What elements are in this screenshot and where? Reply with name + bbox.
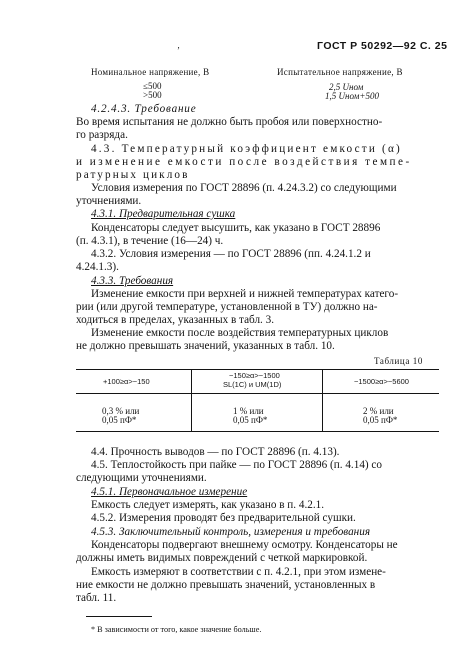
tick-mark: ‚: [177, 40, 180, 50]
section-4-3-heading-line2: и изменение емкости после воздействия темпе-: [76, 156, 412, 168]
section-4-3-line5: уточнениями.: [76, 195, 142, 207]
section-4-3-3-line1: Изменение емкости при верхней и нижней температурах катего-: [91, 288, 399, 300]
section-4-3-3-line3: ходиться в пределах, указанных в табл. 3.: [76, 314, 275, 326]
section-4-5-3-line3: Емкость измеряют в соответствии с п. 4.2.1, при этом измене-: [91, 566, 386, 578]
section-4-3-3-line5: не должно превышать значений, указанных в табл. 10.: [76, 340, 335, 352]
section-4-5-1-line1: Емкость следует измерять, как указано в п. 4.2.1.: [91, 499, 325, 511]
table-header-rule: [76, 393, 439, 394]
voltage-col-nominal: Номинальное напряжение, В: [91, 67, 210, 77]
section-4-3-3-line2: рии (или другой температуре, установленной в ТУ) должно на-: [76, 301, 378, 313]
footnote-rule: [86, 616, 152, 617]
section-4-5-3-line4: ние емкости не должно превышать значений, установленных в: [76, 579, 376, 591]
table-cell-col1-line2: 0,05 пФ*: [102, 415, 137, 425]
section-4-2-4-3-line2: го разряда.: [76, 129, 128, 141]
table-bottom-rule: [76, 431, 439, 432]
section-4-5-line2: следующими уточнениями.: [76, 472, 207, 484]
voltage-r2c2: 1,5 Uном+500: [325, 91, 379, 101]
running-head: ГОСТ Р 50292—92 С. 25: [317, 40, 448, 52]
section-4-3-1-line1: Конденсаторы следует высушить, как указано в ГОСТ 28896: [91, 222, 381, 234]
section-4-5-3-line5: табл. 11.: [76, 592, 117, 604]
table-top-rule: [76, 369, 439, 370]
table-header-col1: +100≥α>−150: [103, 377, 150, 386]
section-4-3-line4: Условия измерения по ГОСТ 28896 (п. 4.24.3.2) со следующими: [91, 182, 397, 194]
table-header-col3: −1500≥α>−5600: [354, 377, 409, 386]
section-4-5-1-title: 4.5.1. Первоначальное измерение: [91, 486, 248, 498]
table-col-divider-1: [191, 369, 192, 431]
section-4-5-3-line2: должны иметь видимых повреждений с четкой маркировкой.: [76, 552, 368, 564]
section-4-3-3-line4: Изменение емкости после воздействия температурных циклов: [91, 327, 389, 339]
voltage-r1c2: 2,5 Uном: [329, 82, 364, 92]
footnote-text: * В зависимости от того, какое значение больше.: [91, 625, 262, 634]
section-4-5-3-line1: Конденсаторы подвергают внешнему осмотру. Конденсаторы не: [91, 539, 398, 551]
table-col-divider-2: [322, 369, 323, 431]
table-cell-col3-line1: 2 % или: [363, 406, 394, 416]
section-4-3-2-line1: 4.3.2. Условия измерения — по ГОСТ 28896 (пп. 4.24.1.2 и: [91, 248, 371, 260]
voltage-r1c1: ≤500: [143, 81, 162, 91]
section-4-4-line1: 4.4. Прочность выводов — по ГОСТ 28896 (п. 4.13).: [91, 446, 340, 458]
section-4-5-line1: 4.5. Теплостойкость при пайке — по ГОСТ 28896 (п. 4.14) со: [91, 459, 382, 471]
section-4-3-1-title: 4.3.1. Предварительная сушка: [91, 208, 236, 220]
section-4-3-3-title: 4.3.3. Требования: [91, 275, 174, 287]
table-cell-col2-line2: 0,05 пФ*: [233, 415, 268, 425]
voltage-col-test: Испытательное напряжение, В: [277, 67, 403, 77]
table-cell-col3-line2: 0,05 пФ*: [363, 415, 398, 425]
table-cell-col1-line1: 0,3 % или: [102, 406, 140, 416]
table-header-col2-line1: −150≥α>−1500: [229, 371, 280, 380]
section-4-3-heading-line3: ратурных циклов: [76, 169, 190, 181]
table-header-col2-line2: SL(1C) и UM(1D): [223, 380, 282, 389]
section-4-2-4-3-line1: Во время испытания не должно быть пробоя или поверхностно-: [76, 116, 383, 128]
section-4-5-2-line1: 4.5.2. Измерения проводят без предварительной сушки.: [91, 512, 356, 524]
section-4-3-1-line2: (п. 4.3.1), в течение (16—24) ч.: [76, 235, 224, 247]
section-4-3-heading-line1: 4.3. Температурный коэффициент емкости (α): [91, 143, 402, 155]
section-4-3-2-line2: 4.24.1.3).: [76, 261, 119, 273]
section-4-2-4-3-title: 4.2.4.3. Требование: [91, 103, 197, 115]
table-10-caption: Таблица 10: [374, 356, 423, 366]
voltage-r2c1: >500: [143, 90, 162, 100]
section-4-5-3-title: 4.5.3. Заключительный контроль, измерения и требования: [91, 526, 371, 538]
table-cell-col2-line1: 1 % или: [233, 406, 264, 416]
